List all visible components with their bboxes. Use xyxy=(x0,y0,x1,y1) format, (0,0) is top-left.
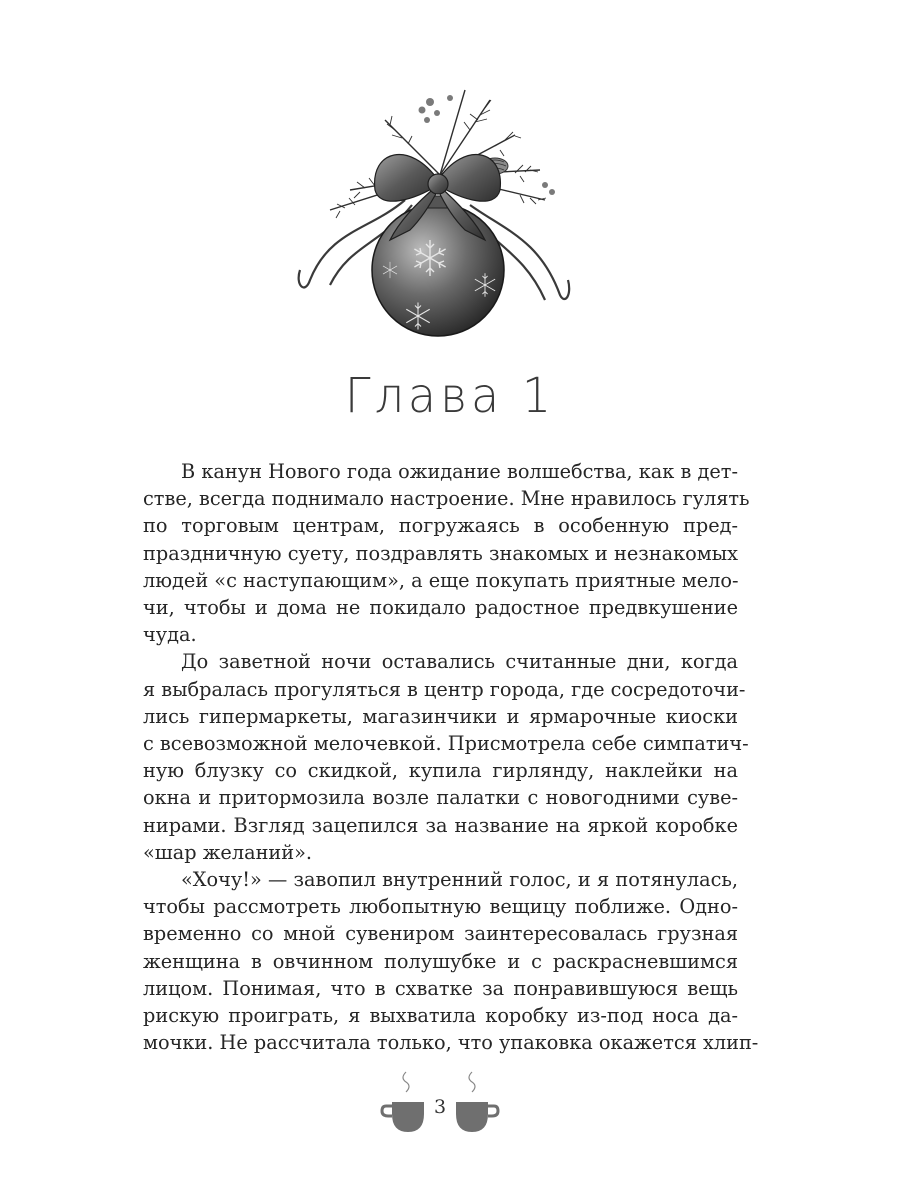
text-line: стве, всегда поднимало настроение. Мне нравилось гулять xyxy=(143,487,750,511)
text-line: я выбралась прогуляться в центр города, где сосредоточи- xyxy=(143,677,746,701)
text-line: с всевозможной мелочевкой. Присмотрела себе симпатич- xyxy=(143,732,749,756)
text-line: праздничную суету, поздравлять знакомых и незнакомых xyxy=(143,541,738,565)
text-line: временно со мной сувениром заинтересовалась грузная xyxy=(143,922,738,946)
steaming-cup-icon xyxy=(382,1072,424,1132)
paragraph-1 xyxy=(143,458,750,648)
text-line: чи, чтобы и дома не покидало радостное предвкушение xyxy=(143,596,738,620)
paragraph-3 xyxy=(143,866,759,1056)
text-line: женщина в овчинном полушубке и с раскрасневшимся xyxy=(143,949,738,973)
chapter-body xyxy=(143,458,759,1056)
text-line: рискую проиграть, я выхватила коробку из-под носа да- xyxy=(143,1004,738,1028)
text-line: «шар желаний». xyxy=(143,840,313,864)
text-line: лицом. Понимая, что в схватке за понравившуюся вещь xyxy=(143,976,738,1000)
text-line: нирами. Взгляд зацепился за название на яркой коробке xyxy=(143,813,738,837)
christmas-ornament-icon xyxy=(290,80,580,350)
text-line: До заветной ночи оставались считанные дни, когда xyxy=(181,650,738,674)
text-line: по торговым центрам, погружаясь в особенную пред- xyxy=(143,514,738,538)
text-line: «Хочу!» — завопил внутренний голос, и я потянулась, xyxy=(181,868,738,892)
page-number: 3 xyxy=(433,1096,447,1118)
text-line: В канун Нового года ожидание волшебства, как в дет- xyxy=(181,460,738,483)
paragraph-2 xyxy=(143,648,749,866)
text-line: чтобы рассмотреть любопытную вещицу поближе. Одно- xyxy=(143,895,738,919)
steaming-cup-icon xyxy=(456,1072,498,1132)
text-line: мочки. Не рассчитала только, что упаковка окажется хлип- xyxy=(143,1031,759,1055)
text-line: ную блузку со скидкой, купила гирлянду, наклейки на xyxy=(143,759,738,783)
text-line: чуда. xyxy=(143,623,197,647)
chapter-title: Глава 1 xyxy=(344,366,556,424)
ornament-ball xyxy=(372,204,504,336)
text-line: окна и притормозила возле палатки с новогодними суве- xyxy=(143,786,738,810)
text-line: лись гипермаркеты, магазинчики и ярмарочные киоски xyxy=(143,704,738,728)
text-line: людей «с наступающим», а еще покупать приятные мело- xyxy=(143,568,739,592)
